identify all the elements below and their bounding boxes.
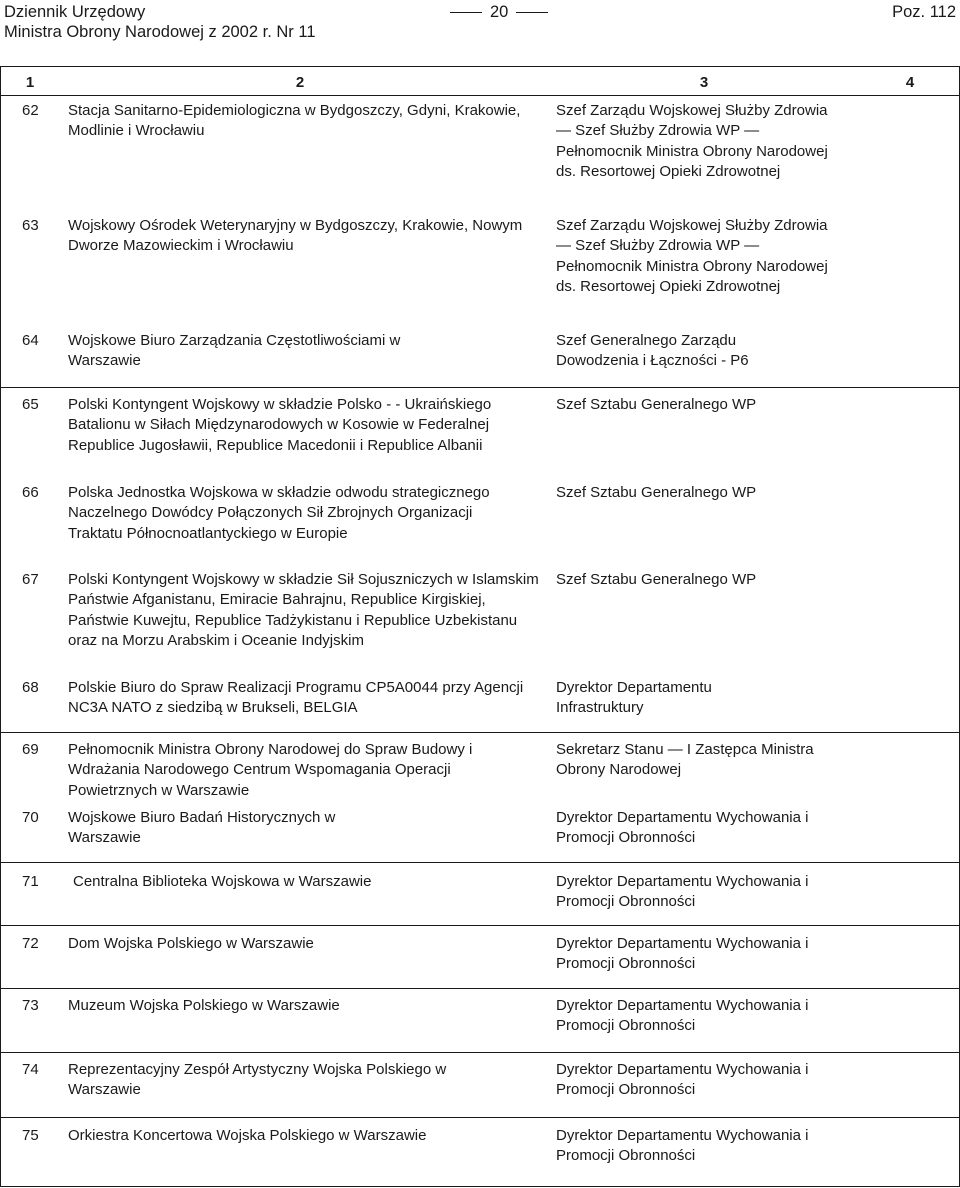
row-number: 73 xyxy=(22,997,39,1014)
supervising-authority: Szef Generalnego Zarządu Dowodzenia i Łączności - P6 xyxy=(556,332,749,370)
ministry-subtitle: Ministra Obrony Narodowej z 2002 r. Nr 11 xyxy=(4,23,316,41)
header-separator xyxy=(0,95,960,96)
row-number: 66 xyxy=(22,484,39,501)
col-header-4: 4 xyxy=(905,74,915,91)
row-number: 68 xyxy=(22,679,39,696)
col-header-2: 2 xyxy=(295,74,305,91)
section-separator xyxy=(0,1052,960,1053)
supervising-authority: Dyrektor Departamentu Wychowania i Promocji Obronności xyxy=(556,1127,809,1165)
supervising-authority: Dyrektor Departamentu Infrastruktury xyxy=(556,679,712,717)
supervising-authority: Dyrektor Departamentu Wychowania i Promocji Obronności xyxy=(556,1061,809,1099)
row-number: 65 xyxy=(22,396,39,413)
table-bottom-border xyxy=(0,1186,960,1187)
journal-title: Dziennik Urzędowy xyxy=(4,3,146,21)
unit-name: Polskie Biuro do Spraw Realizacji Programu CP5A0044 przy Agencji NC3A NATO z siedzibą w Brukseli, BELGIA xyxy=(68,679,524,717)
row-number: 63 xyxy=(22,217,39,234)
row-number: 70 xyxy=(22,809,39,826)
unit-name: Orkiestra Koncertowa Wojska Polskiego w Warszawie xyxy=(68,1127,427,1144)
page-number xyxy=(442,2,556,22)
row-number: 74 xyxy=(22,1061,39,1078)
dash-left xyxy=(450,12,482,13)
col-header-3: 3 xyxy=(699,74,709,91)
unit-name: Stacja Sanitarno-Epidemiologiczna w Bydgoszczy, Gdyni, Krakowie, Modlinie i Wrocławiu xyxy=(68,102,521,140)
unit-name: Centralna Biblioteka Wojskowa w Warszawie xyxy=(73,873,372,890)
table-top-border xyxy=(0,66,960,67)
unit-name: Pełnomocnik Ministra Obrony Narodowej do Spraw Budowy i Wdrażania Narodowego Centrum Wspomagania Operacji Powietrznych w Warszawie xyxy=(68,741,473,799)
row-number: 72 xyxy=(22,935,39,952)
supervising-authority: Dyrektor Departamentu Wychowania i Promocji Obronności xyxy=(556,935,809,973)
unit-name: Wojskowy Ośrodek Weterynaryjny w Bydgoszczy, Krakowie, Nowym Dworze Mazowieckim i Wrocławiu xyxy=(68,217,523,255)
unit-name: Dom Wojska Polskiego w Warszawie xyxy=(68,935,314,952)
row-number: 71 xyxy=(22,873,39,890)
supervising-authority: Dyrektor Departamentu Wychowania i Promocji Obronności xyxy=(556,997,809,1035)
unit-name: Reprezentacyjny Zespół Artystyczny Wojska Polskiego w Warszawie xyxy=(68,1061,447,1099)
supervising-authority: Szef Zarządu Wojskowej Służby Zdrowia — Szef Służby Zdrowia WP — Pełnomocnik Ministra Obrony Narodowej ds. Resortowej Opieki Zdrowotnej xyxy=(556,102,828,181)
unit-name: Polska Jednostka Wojskowa w składzie odwodu strategicznego Naczelnego Dowódcy Połączonych Sił Zbrojnych Organizacji Traktatu Północnoatlantyckiego w Europie xyxy=(68,484,490,542)
unit-name: Polski Kontyngent Wojskowy w składzie Sił Sojuszniczych w Islamskim Państwie Afganistanu, Emiracie Bahrajnu, Republice Kirgiskiej, Państwie Kuwejtu, Republice Tadżykistanu i Republice Uzbekistanu oraz na Morzu Arabskim i Oceanie Indyjskim xyxy=(68,571,539,650)
dash-right xyxy=(516,12,548,13)
supervising-authority: Szef Sztabu Generalnego WP xyxy=(556,484,757,501)
row-number: 62 xyxy=(22,102,39,119)
col-header-1: 1 xyxy=(25,74,35,91)
row-number: 75 xyxy=(22,1127,39,1144)
unit-name: Muzeum Wojska Polskiego w Warszawie xyxy=(68,997,340,1014)
unit-name: Polski Kontyngent Wojskowy w składzie Polsko - - Ukraińskiego Batalionu w Siłach Międzynarodowych w Kosowie w Federalnej Republice Jugosławii, Republice Macedonii i Republice Albanii xyxy=(68,396,492,454)
section-separator xyxy=(0,387,960,388)
row-number: 69 xyxy=(22,741,39,758)
row-number: 64 xyxy=(22,332,39,349)
section-separator xyxy=(0,925,960,926)
supervising-authority: Szef Zarządu Wojskowej Służby Zdrowia — Szef Służby Zdrowia WP — Pełnomocnik Ministra Obrony Narodowej ds. Resortowej Opieki Zdrowotnej xyxy=(556,217,828,296)
unit-name: Wojskowe Biuro Badań Historycznych w Warszawie xyxy=(68,809,336,847)
section-separator xyxy=(0,732,960,733)
supervising-authority: Szef Sztabu Generalnego WP xyxy=(556,396,757,413)
supervising-authority: Dyrektor Departamentu Wychowania i Promocji Obronności xyxy=(556,873,809,911)
page-number-value: 20 xyxy=(490,3,509,21)
supervising-authority: Sekretarz Stanu — I Zastępca Ministra Obrony Narodowej xyxy=(556,741,814,779)
section-separator xyxy=(0,862,960,863)
position-number: Poz. 112 xyxy=(892,3,956,21)
supervising-authority: Szef Sztabu Generalnego WP xyxy=(556,571,757,588)
row-number: 67 xyxy=(22,571,39,588)
supervising-authority: Dyrektor Departamentu Wychowania i Promocji Obronności xyxy=(556,809,809,847)
section-separator xyxy=(0,988,960,989)
unit-name: Wojskowe Biuro Zarządzania Częstotliwościami w Warszawie xyxy=(68,332,401,370)
section-separator xyxy=(0,1117,960,1118)
table-left-border xyxy=(0,66,1,1187)
